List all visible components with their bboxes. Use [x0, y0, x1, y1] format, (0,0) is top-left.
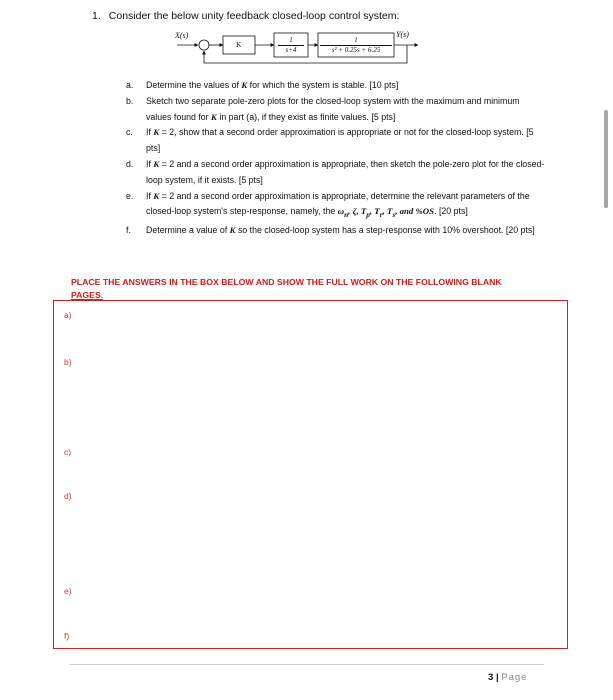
- tf2-numerator: 1: [354, 36, 358, 44]
- page-word: Page: [501, 672, 528, 683]
- tf1-denominator: s+4: [278, 45, 304, 55]
- part-text: Determine a value of K so the closed-loop system has a step-response with 10% overshoot. [20 pts]: [146, 224, 535, 235]
- part-text: Determine the values of K for which the system is stable. [10 pts]: [146, 80, 399, 90]
- part-letter: d.: [126, 158, 134, 169]
- question-part-a: [126, 78, 546, 94]
- answer-label-c: c): [64, 447, 72, 457]
- part-text: If K = 2 and a second order approximation is appropriate, then sketch the pole-zero plot for the closed-loop system, if it exists. [5 pts]: [146, 158, 545, 185]
- part-letter: b.: [126, 95, 134, 106]
- part-text: If K = 2 and a second order approximation is appropriate, determine the relevant parameters of the closed-loop system's step-response, namely, the $\omega_n$, ζ, $T_p$, $T_r$, $T_s$, and %OS. [20 pts]: [146, 190, 530, 220]
- instruction-text: PLACE THE ANSWERS IN THE BOX BELOW AND SHOW THE FULL WORK ON THE FOLLOWING BLANK: [71, 277, 502, 287]
- answer-label-f: f): [64, 631, 70, 641]
- output-label: Y(s): [396, 30, 409, 39]
- answer-label-a: a): [64, 310, 72, 320]
- part-letter: f.: [126, 224, 131, 235]
- question-part-c: [126, 125, 546, 157]
- instruction-pages: PAGES.: [71, 290, 104, 300]
- gain-label: K: [236, 40, 242, 49]
- question-part-e: [126, 189, 546, 223]
- page-number-value: 3: [488, 672, 494, 683]
- part-text: If K = 2, show that a second order approximation is appropriate or not for the closed-loop system. [5 pts]: [146, 127, 534, 154]
- part-letter: e.: [126, 190, 134, 201]
- part-letter: c.: [126, 127, 133, 138]
- tf1: [278, 36, 304, 55]
- answer-label-e: e): [64, 586, 72, 596]
- answer-label-b: b): [64, 357, 72, 367]
- part-text: Sketch two separate pole-zero plots for the closed-loop system with the maximum and minimum values found for K in part (a), if they exist as finite values. [5 pts]: [146, 95, 520, 122]
- tf2: [320, 36, 392, 55]
- summing-junction: [199, 40, 209, 50]
- part-letter: a.: [126, 80, 134, 90]
- answer-label-d: d): [64, 491, 72, 501]
- question-parts: [126, 78, 546, 239]
- question-text: Consider the below unity feedback closed-loop control system:: [108, 10, 400, 22]
- page-separator: |: [495, 672, 499, 683]
- question-part-b: [126, 94, 546, 126]
- scrollbar[interactable]: [604, 110, 608, 208]
- tf2-denominator: s² + 0.25s + 6.25: [320, 45, 392, 55]
- answer-instruction: [71, 276, 531, 302]
- answer-box[interactable]: [53, 300, 568, 649]
- tf1-numerator: 1: [289, 36, 293, 44]
- question-title: [92, 10, 399, 22]
- question-part-d: [126, 157, 546, 189]
- footer-divider: [69, 664, 544, 665]
- block-diagram: [165, 26, 425, 66]
- page-number: [488, 672, 527, 683]
- question-part-f: [126, 223, 546, 239]
- question-number: 1.: [92, 10, 101, 22]
- input-label: X(s): [175, 31, 189, 40]
